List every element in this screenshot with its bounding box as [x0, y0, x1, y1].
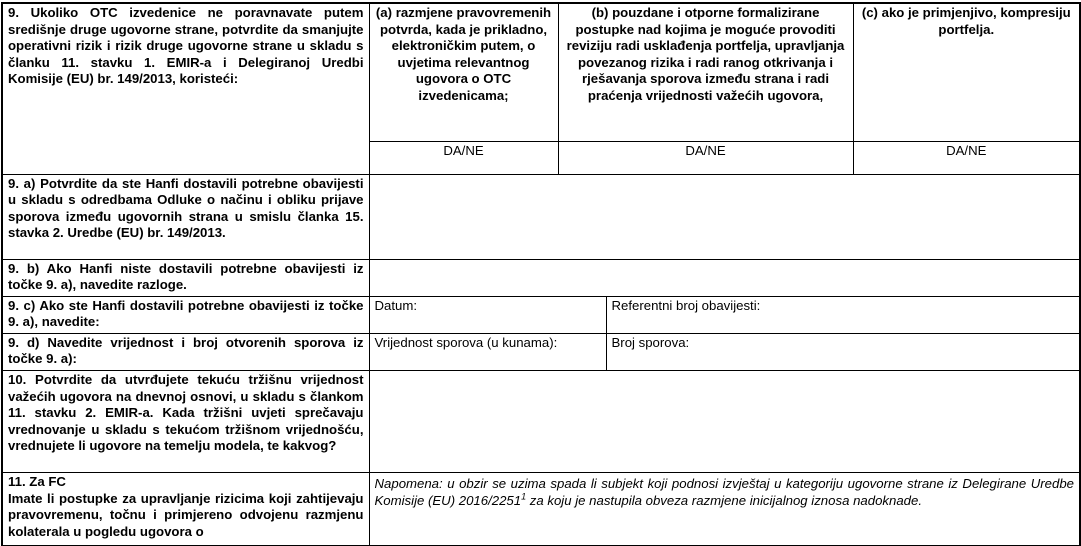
- q9a-answer-field[interactable]: [369, 174, 1080, 259]
- q11-note: [375, 474, 1075, 509]
- q9b-answer-field[interactable]: [369, 259, 1080, 296]
- q9a-label-cell: [2, 174, 369, 259]
- q9d-dispute-value-field[interactable]: Vrijednost sporova (u kunama):: [369, 333, 606, 370]
- q9d-label: 9. d) Navedite vrijednost i broj otvorenih sporova iz točke 9. a):: [8, 334, 364, 367]
- q9d-label-cell: [2, 333, 369, 370]
- q9-option-c-header: (c) ako je primjenjivo, kompresiju portfelja.: [853, 3, 1080, 141]
- q11-note-footnote-marker: 1: [521, 491, 527, 502]
- emir-questionnaire-table: [1, 2, 1081, 546]
- row-q9a: [2, 174, 1080, 259]
- q9a-label: 9. a) Potvrdite da ste Hanfi dostavili potrebne obavijesti u skladu s odredbama Odluke o načinu i obliku prijave sporova između ugovornih strana u smislu članka 15. stavka 2. Uredbe (EU) br. 149/2013.: [8, 175, 364, 241]
- q9c-label-cell: [2, 296, 369, 333]
- q11-body: Imate li postupke za upravljanje rizicima koji zahtijevaju pravovremenu, točnu i primjereno odvojenu razmjenu kolaterala u pogledu ugovora o: [8, 490, 364, 539]
- q11-note-cell: [369, 473, 1080, 546]
- q9-option-a-header: (a) razmjene pravovremenih potvrda, kada je prikladno, elektroničkim putem, o uvjetima relevantnog ugovora o OTC izvedenicama;: [369, 3, 558, 141]
- row-q9b: [2, 259, 1080, 296]
- q11-title: 11. Za FC: [8, 474, 66, 490]
- q11-label-cell: [2, 473, 369, 546]
- q9c-label: 9. c) Ako ste Hanfi dostavili potrebne obavijesti iz točke 9. a), navedite:: [8, 297, 364, 330]
- q9-label: 9. Ukoliko OTC izvedenice ne poravnavate putem središnje druge ugovorne strane, potvrdite da smanjujte operativni rizik i rizik druge ugovorne strane u skladu s članku 11. stavku 1. EMIR-a i Delegiranoj Uredbi Komisije (EU) br. 149/2013, koristeći:: [8, 5, 364, 87]
- row-q9c: [2, 296, 1080, 333]
- q10-answer-field[interactable]: [369, 371, 1080, 473]
- q9d-dispute-count-field[interactable]: Broj sporova:: [606, 333, 1080, 370]
- q9b-label-cell: [2, 259, 369, 296]
- row-q11: [2, 473, 1080, 546]
- q10-label: 10. Potvrdite da utvrđujete tekuću tržišnu vrijednost važećih ugovora na dnevnoj osnovi, u skladu s člankom 11. stavku 2. EMIR-a. Kada tržišni uvjeti sprečavaju vrednovanje u skladu s tekućom tržišnom vrijednošću, vrednujete li ugovore na temelju modela, te kakvog?: [8, 372, 364, 454]
- q9-answer-b-field[interactable]: DA/NE: [558, 141, 853, 174]
- q9-option-b-header: (b) pouzdane i otporne formalizirane postupke nad kojima je moguće provoditi reviziju radi usklađenja portfelja, upravljanja povezanog rizika i radi ranog otkrivanja i rješavanja sporova između strana i radi praćenja vrijednosti važećih ugovora,: [558, 3, 853, 141]
- row-q9d: [2, 333, 1080, 370]
- q9-answer-c-field[interactable]: DA/NE: [853, 141, 1080, 174]
- q9c-date-field[interactable]: Datum:: [369, 296, 606, 333]
- row-q10: [2, 371, 1080, 473]
- q9-label-cell: [2, 3, 369, 174]
- row-q9-header: [2, 3, 1080, 141]
- q9-answer-a-field[interactable]: DA/NE: [369, 141, 558, 174]
- q9c-reference-number-field[interactable]: Referentni broj obavijesti:: [606, 296, 1080, 333]
- q11-note-text-1: Napomena: u obzir se uzima spada li subjekt koji podnosi izvještaj u kategoriju ugovorne strane iz Delegirane Uredbe Komisije (EU) 2016/2251: [374, 476, 1075, 508]
- q11-note-text-2: za koju je nastupila obveza razmjene inicijalnog iznosa nadoknade.: [526, 492, 923, 508]
- q10-label-cell: [2, 371, 369, 473]
- q9b-label: 9. b) Ako Hanfi niste dostavili potrebne obavijesti iz točke 9. a), navedite razloge.: [8, 260, 364, 293]
